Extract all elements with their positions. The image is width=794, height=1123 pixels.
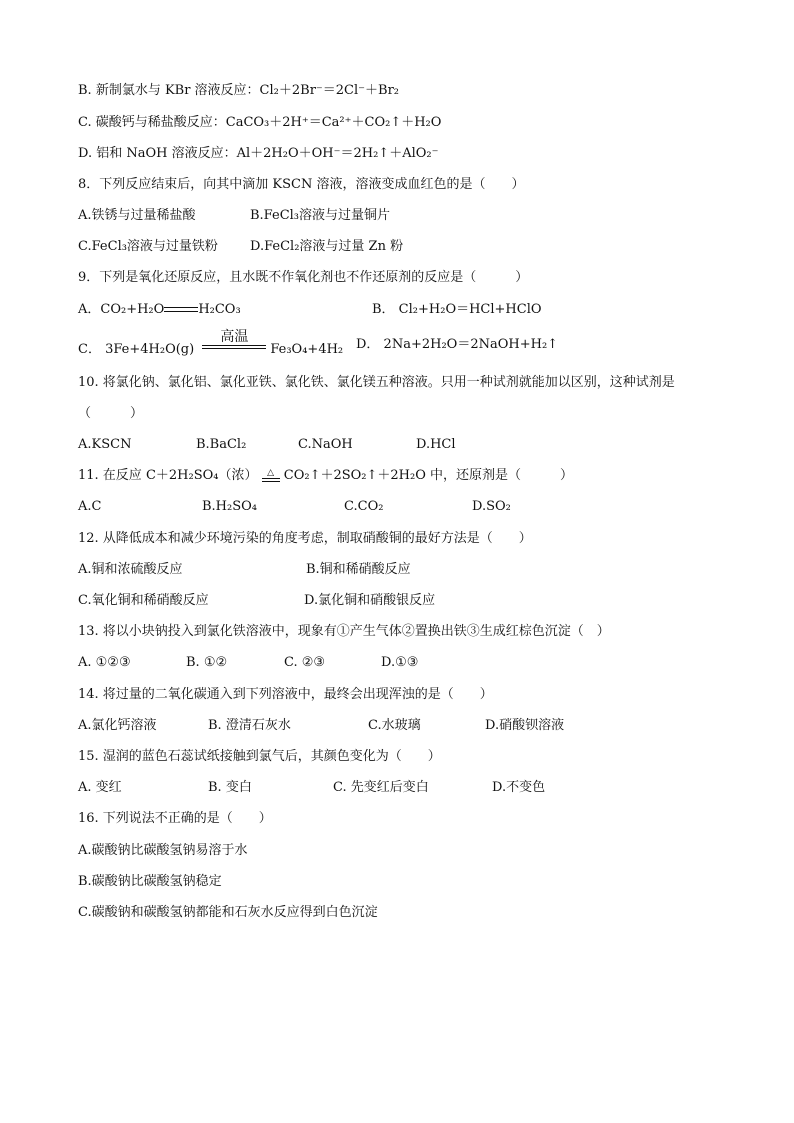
q16-option-b: B.碳酸钠比碳酸氢钠稳定 (78, 874, 222, 889)
q9-option-b: B． Cl₂+H₂O＝HCl+HClO (372, 302, 542, 317)
q9-option-d: D． 2Na+2H₂O＝2NaOH+H₂↑ (356, 337, 559, 352)
q12-option-d: D.氯化铜和硝酸银反应 (304, 593, 436, 608)
q11-stem-post: CO₂↑＋2SO₂↑＋2H₂O 中，还原剂是（ ） (283, 468, 574, 483)
q9-option-c (78, 329, 344, 359)
q16-option-c: C.碳酸钠和碳酸氢钠都能和石灰水反应得到白色沉淀 (78, 905, 378, 920)
q9-options-row2 (78, 329, 758, 357)
q13-option-c: C. ②③ (284, 655, 326, 670)
q15-stem: 15. 湿润的蓝色石蕊试纸接触到氯气后，其颜色变化为（ ） (78, 749, 441, 764)
q10-option-b: B.BaCl₂ (196, 437, 247, 452)
q12-options-row1 (78, 561, 758, 579)
q10-option-c: C.NaOH (298, 437, 353, 452)
delta-icon: △ (267, 468, 275, 478)
q9-stem: 9．下列是氧化还原反应，且水既不作氧化剂也不作还原剂的反应是（ ） (78, 270, 529, 285)
q9-option-a-reactants: CO₂+H₂O (100, 302, 165, 317)
q12-options-row2 (78, 592, 758, 610)
q8-option-b: B.FeCl₃溶液与过量铜片 (250, 208, 391, 223)
q8-option-d: D.FeCl₂溶液与过量 Zn 粉 (250, 239, 404, 254)
q10-option-a: A.KSCN (78, 437, 132, 452)
q9-option-c-reactants: C． 3Fe+4H₂O(g) (78, 342, 195, 357)
q16-stem: 16. 下列说法不正确的是（ ） (78, 811, 272, 826)
double-equals-icon (262, 478, 280, 482)
q12-option-b: B.铜和稀硝酸反应 (306, 562, 411, 577)
q11-stem (78, 467, 573, 485)
q10-option-d: D.HCl (416, 437, 456, 452)
q15-options (78, 779, 758, 797)
q8-option-c: C.FeCl₃溶液与过量铁粉 (78, 239, 218, 254)
q15-option-c: C. 先变红后变白 (333, 780, 429, 795)
q8-stem: 8．下列反应结束后，向其中滴加 KSCN 溶液，溶液变成血红色的是（ ） (78, 177, 525, 192)
q16-option-a: A.碳酸钠比碳酸氢钠易溶于水 (78, 843, 248, 858)
q13-options (78, 654, 758, 672)
q11-option-b: B.H₂SO₄ (202, 499, 258, 514)
q11-option-a: A.C (78, 499, 102, 514)
q11-option-d: D.SO₂ (472, 499, 511, 514)
q11-options (78, 498, 758, 516)
q13-stem: 13. 将以小块钠投入到氯化铁溶液中，现象有①产生气体②置换出铁③生成红棕色沉淀（ ） (78, 624, 610, 639)
q10-stem: 10. 将氯化钠、氯化铝、氯化亚铁、氯化铁、氯化镁五种溶液。只用一种试剂就能加以区别，这种试剂是 (78, 375, 675, 390)
q15-option-a: A. 变红 (78, 780, 122, 795)
double-equals-icon (202, 345, 266, 349)
q12-option-a: A.铜和浓硫酸反应 (78, 562, 183, 577)
q14-options (78, 717, 758, 735)
q14-stem: 14. 将过量的二氧化碳通入到下列溶液中，最终会出现浑浊的是（ ） (78, 687, 493, 702)
q9-option-a-products: H₂CO₃ (198, 302, 241, 317)
q12-stem: 12. 从降低成本和减少环境污染的角度考虑，制取硝酸铜的最好方法是（ ） (78, 531, 532, 546)
q14-option-b: B. 澄清石灰水 (208, 718, 291, 733)
q13-option-b: B. ①② (186, 655, 228, 670)
q9-option-a-label: A． (78, 302, 101, 317)
q15-option-b: B. 变白 (208, 780, 252, 795)
q10-options (78, 436, 758, 454)
q14-option-d: D.硝酸钡溶液 (485, 718, 565, 733)
reaction-condition-label: 高温 (220, 329, 249, 345)
q8-options-row2 (78, 238, 758, 256)
heating-condition (262, 469, 280, 482)
q8-option-a: A.铁锈与过量稀盐酸 (78, 208, 196, 223)
q10-stem-bracket: （ ） (78, 406, 144, 421)
q7-option-c: C. 碳酸钙与稀盐酸反应：CaCO₃＋2H⁺＝Ca²⁺＋CO₂↑＋H₂O (78, 115, 442, 130)
q14-option-c: C.水玻璃 (368, 718, 421, 733)
q13-option-a: A. ①②③ (78, 655, 131, 670)
q13-option-d: D.①③ (381, 655, 419, 670)
reversible-equals-icon (164, 307, 198, 312)
q15-option-d: D.不变色 (492, 780, 546, 795)
reaction-condition (202, 330, 266, 353)
q11-stem-pre: 11. 在反应 C＋2H₂SO₄（浓） (78, 468, 258, 483)
q14-option-a: A.氯化钙溶液 (78, 718, 157, 733)
q7-option-b: B. 新制氯水与 KBr 溶液反应：Cl₂＋2Br⁻＝2Cl⁻＋Br₂ (78, 83, 399, 98)
q12-option-c: C.氧化铜和稀硝酸反应 (78, 593, 209, 608)
q9-option-a (78, 301, 241, 319)
q11-option-c: C.CO₂ (344, 499, 384, 514)
q9-option-c-products: Fe₃O₄+4H₂ (270, 342, 344, 357)
q9-options-row1 (78, 301, 758, 319)
q8-options-row1 (78, 207, 758, 225)
q7-option-d: D. 铝和 NaOH 溶液反应：Al＋2H₂O＋OH⁻＝2H₂↑＋AlO₂⁻ (78, 146, 439, 161)
